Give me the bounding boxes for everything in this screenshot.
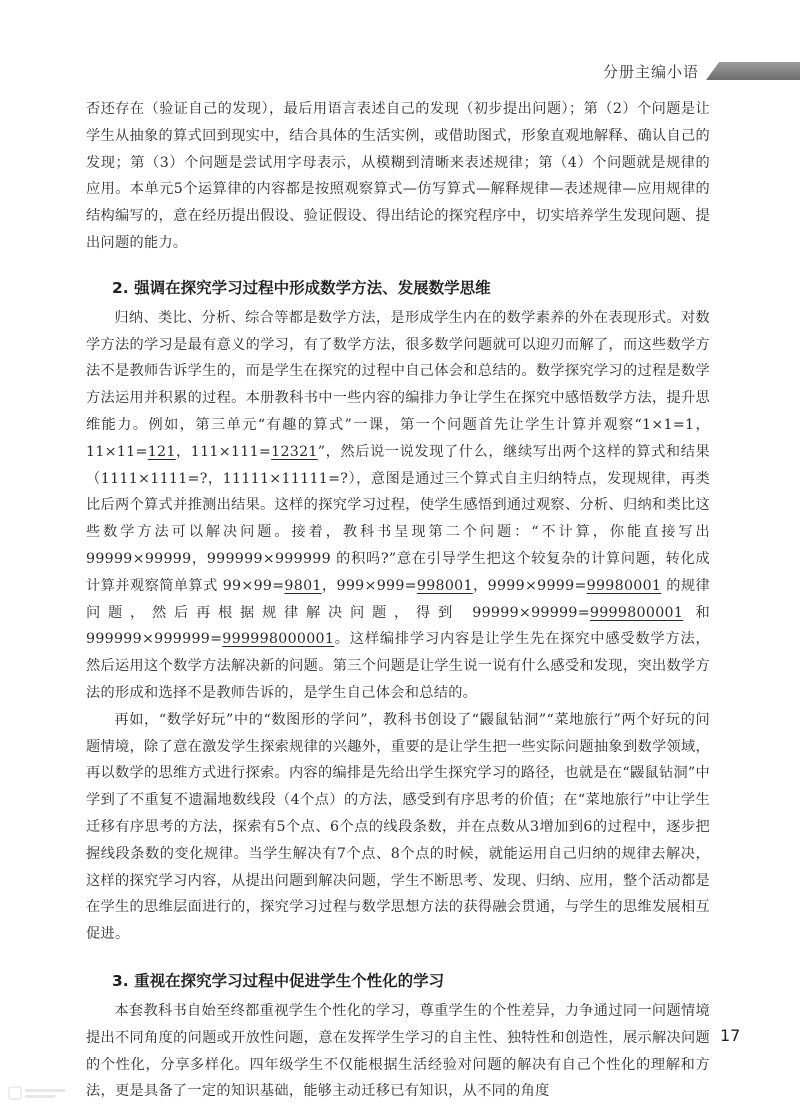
page-number: 17 (720, 1026, 741, 1045)
section-heading-2: 2. 强调在探究学习过程中形成数学方法、发展数学思维 (112, 278, 491, 297)
paragraph-math-methods (86, 305, 710, 707)
underlined-result: 12321 (271, 443, 318, 460)
text-run: ”，然后说一说发现了什么，继续写出两个这样的算式和结果（1111×1111=?，11111×11111=?），意图是通过三个算式自主归纳特点，发现规律，再类比后两个算式并推测出结果。这样的探究学习过程，使学生感悟到通过观察、分析、归纳和类比这些数学方法可以解决问题。接着，教科书呈现第二个问题：“不计算，你能直接写出 99999×99999，999999×999999 的积吗?”意在引导学生把这个较复杂的计算问题，转化成计算并观察简单算式 99×99= (86, 443, 711, 594)
page-body (86, 96, 710, 1105)
underlined-result: 9999800001 (589, 604, 684, 621)
underlined-result: 998001 (416, 577, 473, 594)
section-header-label: 分册主编小语 (603, 63, 700, 81)
underlined-result: 999998000001 (222, 631, 335, 648)
underlined-result: 9801 (284, 577, 322, 594)
text-run: 的规律问题，然后再根据规律解决问题，得到 99999×99999= (86, 577, 710, 621)
text-run: 和 999999×999999= (86, 604, 710, 648)
header-tab-decoration (706, 62, 800, 80)
paragraph-individualized-learning: 本套教科书自始至终都重视学生个性化的学习，尊重学生的个性差异，力争通过同一问题情境提出不同角度的问题或开放性问题，意在发挥学生学习的自主性、独特性和创造性，展示解决问题的个性化，分享多样化。四年级学生不仅能根据生活经验对问题的解决有自己个性化的理解和方法，更是具备了一定的知识基础，能够主动迁移已有知识，从不同的角度 (86, 1002, 710, 1100)
text-run: ，999×999= (321, 577, 417, 594)
paragraph-example-graphs: 再如，“数学好玩”中的“数图形的学问”，教科书创设了“鼹鼠钻洞”“菜地旅行”两个好玩的问题情境，除了意在激发学生探索规律的兴趣外，重要的是让学生把一些实际问题抽象到数学领域，再以数学的思维方式进行探索。内容的编排是先给出学生探究学习的路径，也就是在“鼹鼠钻洞”中学到了不重复不遗漏地数线段（4个点）的方法，感受到有序思考的价值；在“菜地旅行”中让学生迁移有序思考的方法，探索有5个点、6个点的线段条数，并在点数从3增加到6的过程中，逐步把握线段条数的变化规律。当学生解决有7个点、8个点的时候，就能运用自己归纳的规律去解决，这样的探究学习内容，从提出问题到解决问题，学生不断思考、发现、归纳、应用，整个活动都是在学生的思维层面进行的，探究学习过程与数学思想方法的获得融会贯通，与学生的思维发展相互促进。 (86, 711, 710, 943)
paragraph-continued: 否还存在（验证自己的发现），最后用语言表述自己的发现（初步提出问题）；第（2）个问题是让学生从抽象的算式回到现实中，结合具体的生活实例，或借助图式，形象直观地解释、确认自己的发现；第（3）个问题是尝试用字母表示，从模糊到清晰来表述规律；第（4）个问题就是规律的应用。本单元5个运算律的内容都是按照观察算式—仿写算式—解释规律—表述规律—应用规律的结构编写的，意在经历提出假设、验证假设、得出结论的探究程序中，切实培养学生发现问题、提出问题的能力。 (86, 101, 710, 251)
text-run: 。这样编排学习内容是让学生先在探究中感受数学方法，然后运用这个数学方法解决新的问题。第三个问题是让学生说一说有什么感受和发现，突出数学方法的形成和选择不是教师告诉的，是学生自己体会和总结的。 (86, 631, 710, 701)
section-heading-3: 3. 重视在探究学习过程中促进学生个性化的学习 (112, 971, 445, 990)
underlined-result: 121 (147, 443, 176, 460)
text-run: ，9999×9999= (472, 577, 587, 594)
text-run: ，111×111= (175, 443, 272, 460)
watermark-logo-icon (8, 1084, 68, 1102)
text-run: 归纳、类比、分析、综合等都是数学方法，是形成学生内在的数学素养的外在表现形式。对数学方法的学习是最有意义的学习，有了数学方法，很多数学问题就可以迎刃而解了，而这些数学方法不是教师告诉学生的，而是学生在探究的过程中自己体会和总结的。数学探究学习的过程是数学方法运用并积累的过程。本册教科书中一些内容的编排力争让学生在探究中感悟数学方法，提升思维能力。例如，第三单元“有趣的算式”一课，第一个问题首先让学生计算并观察“1×1=1，11×11= (86, 309, 710, 460)
underlined-result: 99980001 (586, 577, 662, 594)
